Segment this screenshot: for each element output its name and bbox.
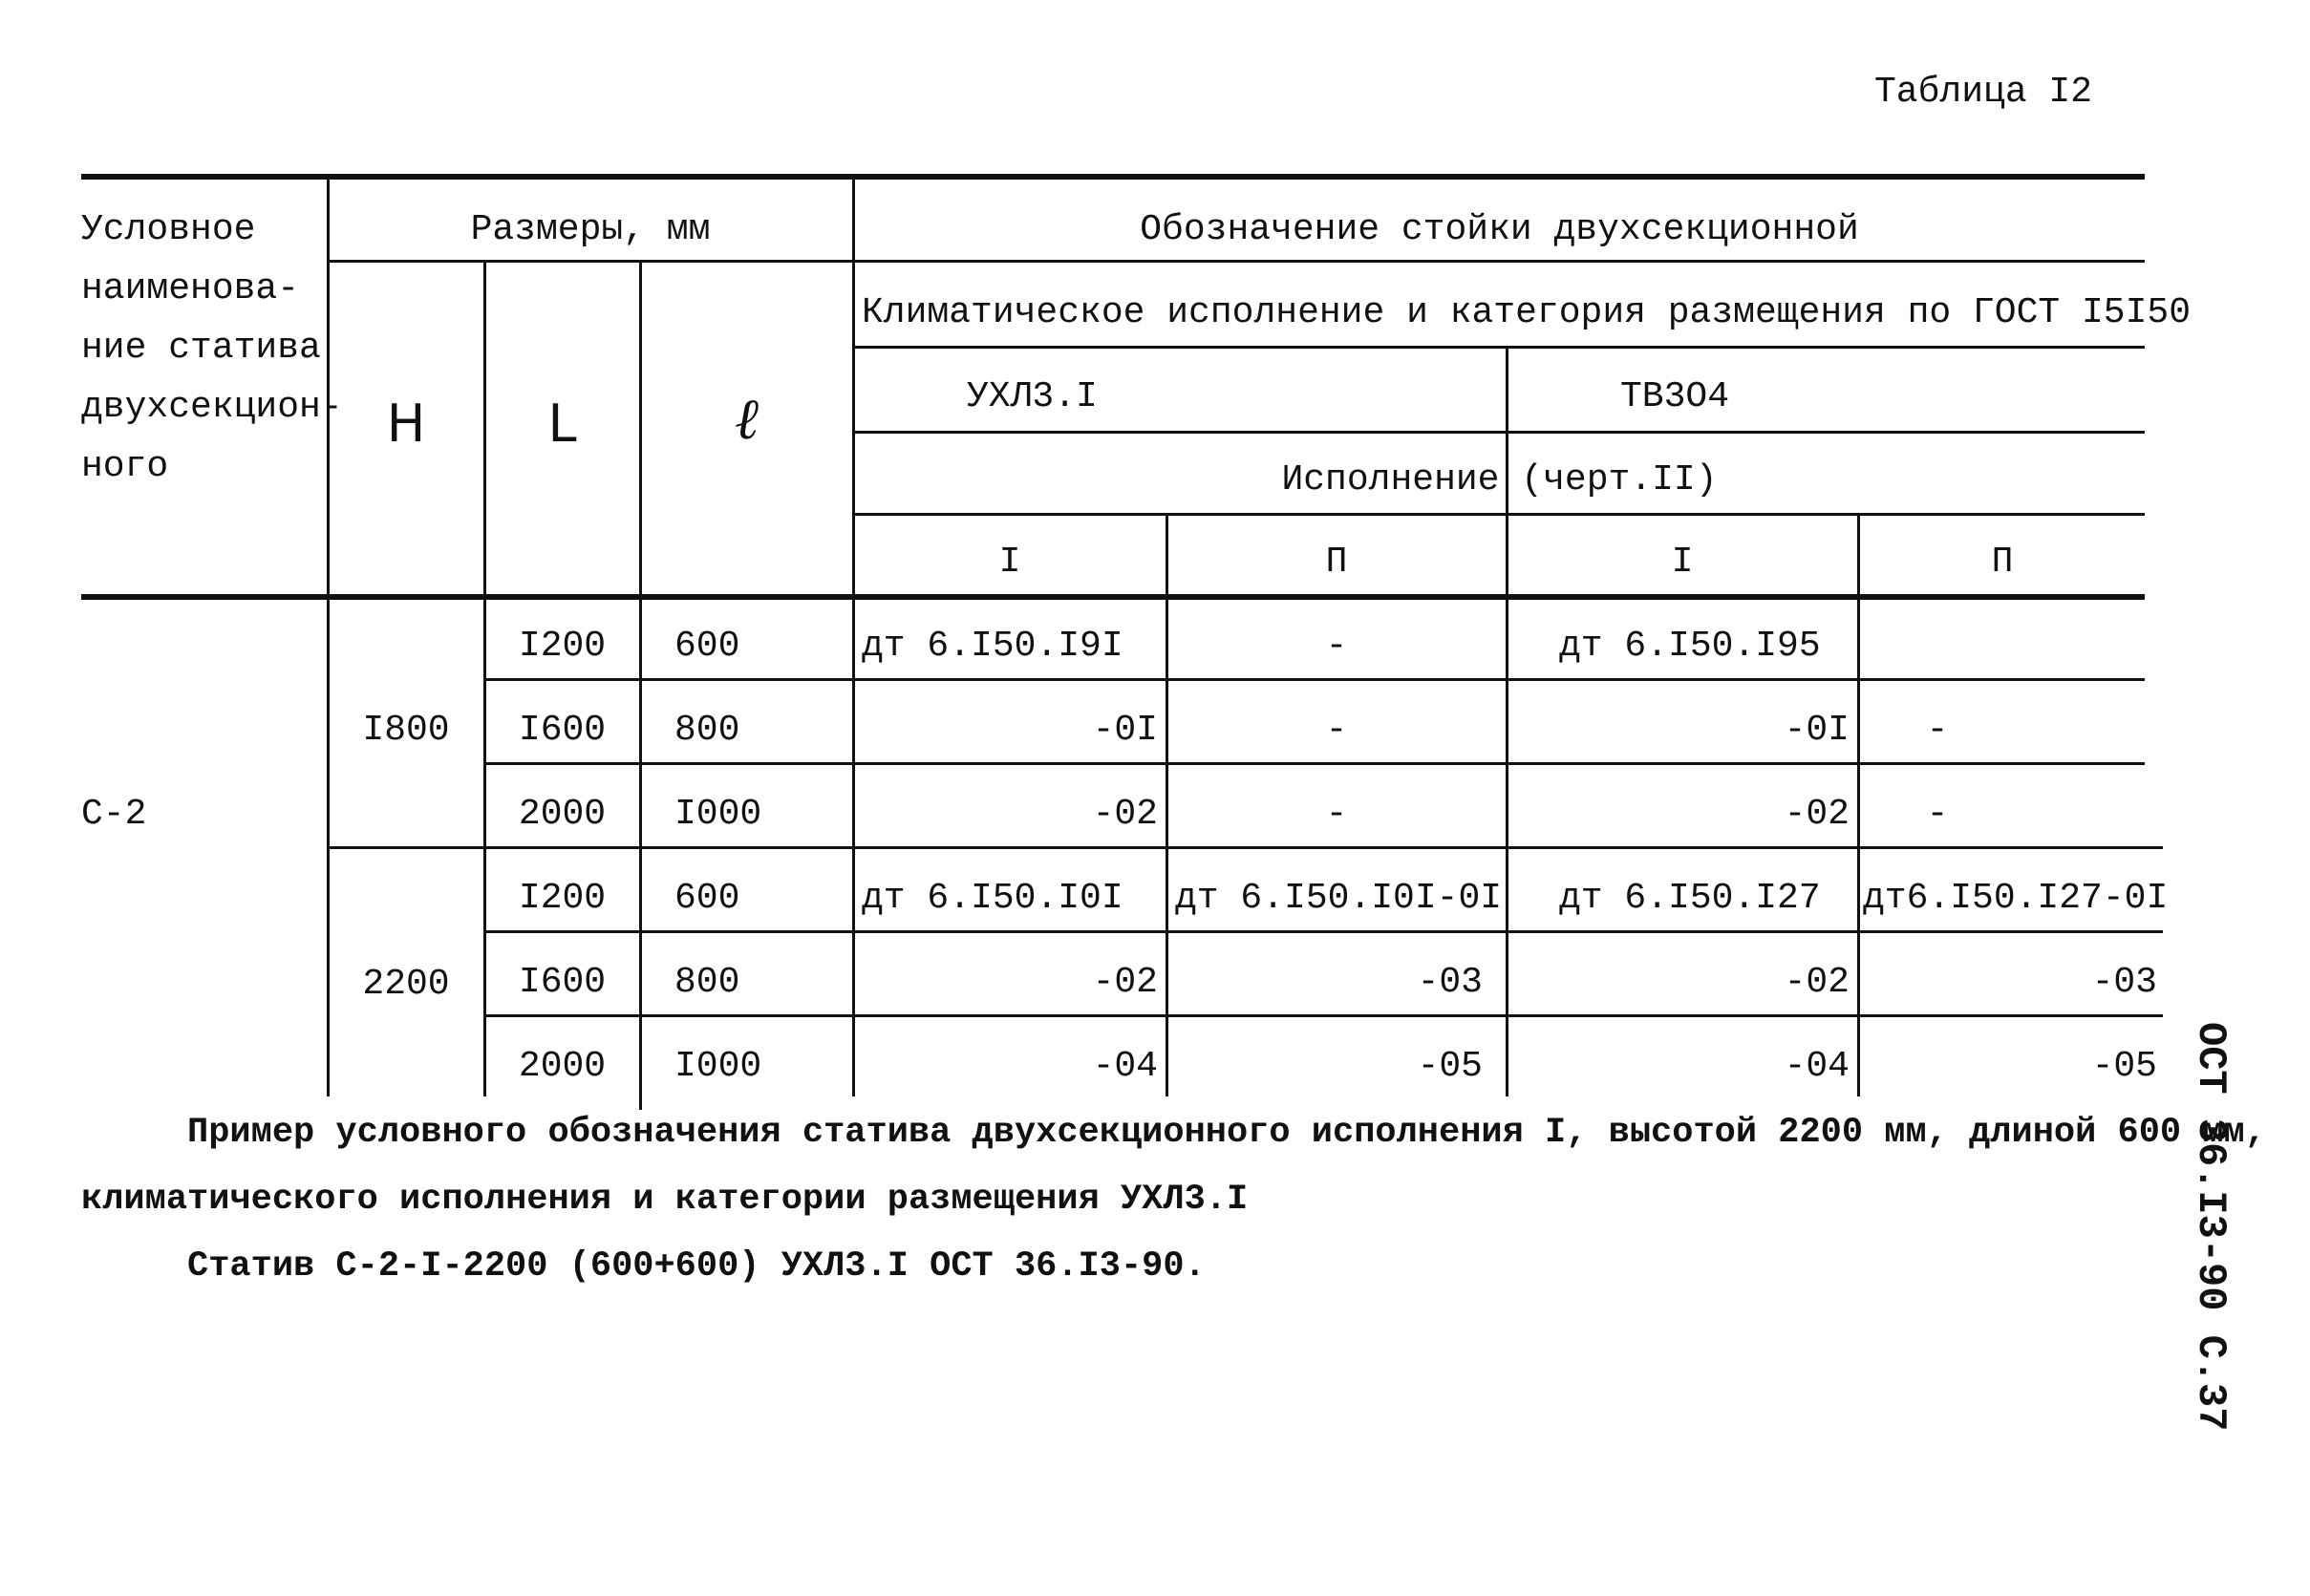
header-bottom-border — [81, 594, 2145, 600]
designation-cell: -05 — [1417, 1046, 1483, 1087]
name-header-line: ного — [81, 446, 169, 487]
exec-col-header: I — [998, 542, 1021, 583]
designation-cell: дт 6.I50.I9I — [862, 626, 1123, 667]
name-header-line: ние статива — [81, 328, 321, 369]
exec-col-header: П — [1325, 542, 1348, 583]
small-l-value: 600 — [674, 626, 740, 667]
designation-cell: -04 — [1092, 1046, 1158, 1087]
example-line: Пример условного обозначения статива двухсекционного исполнения I, высотой 2200 мм, длиной 600 мм, — [187, 1113, 2266, 1153]
rule-uhl-tv — [854, 431, 2145, 434]
designation-cell: дт 6.I50.I0I-0I — [1175, 878, 1503, 919]
row-rule — [485, 1014, 2163, 1017]
designation-cell: - — [1926, 710, 1949, 751]
exec-col-header: П — [1991, 542, 2014, 583]
rule-execution — [854, 513, 2145, 516]
rule-designation — [854, 260, 2145, 263]
h-value: I800 — [362, 710, 450, 751]
designation-cell: дт6.I50.I27-0I — [1863, 878, 2169, 919]
l-value: 2000 — [518, 1046, 607, 1087]
small-l-value: I000 — [674, 794, 762, 835]
group-rule — [329, 846, 2163, 849]
stand-name-cell: С-2 — [81, 794, 147, 835]
small-l-value: 800 — [674, 710, 740, 751]
tv-header: ТВ3О4 — [1620, 376, 1730, 417]
l-value: I600 — [518, 962, 607, 1003]
designation-cell: -0I — [1784, 710, 1850, 751]
designation-cell: -05 — [2091, 1046, 2157, 1087]
designation-cell: дт 6.I50.I27 — [1559, 878, 1821, 919]
col-line — [327, 180, 330, 1096]
row-rule — [485, 930, 2163, 933]
small-l-header: ℓ — [735, 386, 759, 453]
name-header-line: Условное — [81, 209, 256, 250]
rule-sizes — [329, 260, 854, 263]
designation-cell: -0I — [1092, 710, 1158, 751]
l-value: I200 — [518, 626, 607, 667]
l-value: I600 — [518, 710, 607, 751]
name-header-line: двухсекцион- — [81, 387, 343, 428]
col-line — [852, 180, 855, 1096]
designation-cell: дт 6.I50.I0I — [862, 878, 1123, 919]
small-l-value: 800 — [674, 962, 740, 1003]
designation-cell: -04 — [1784, 1046, 1850, 1087]
name-header-line: наименова- — [81, 268, 300, 309]
designation-cell: -02 — [1092, 962, 1158, 1003]
designation-cell: -03 — [2091, 962, 2157, 1003]
designation-cell: -02 — [1092, 794, 1158, 835]
designation-cell: -03 — [1417, 962, 1483, 1003]
rule-climate — [854, 346, 2145, 349]
execution-header: Исполнение (черт.II) — [1281, 459, 1718, 500]
small-l-value: 600 — [674, 878, 740, 919]
designation-cell: - — [1325, 626, 1348, 667]
row-rule — [485, 678, 2145, 681]
l-value: 2000 — [518, 794, 607, 835]
l-value: I200 — [518, 878, 607, 919]
row-rule — [485, 762, 2145, 765]
designation-cell: дт 6.I50.I95 — [1559, 626, 1821, 667]
h-header: H — [386, 394, 426, 454]
designation-header: Обозначение стойки двухсекционной — [1140, 209, 1859, 250]
l-header: L — [547, 394, 577, 454]
table-top-border — [81, 174, 2145, 180]
designation-cell: -02 — [1784, 962, 1850, 1003]
climate-header: Климатическое исполнение и категория размещения по ГОСТ I5I50 — [862, 292, 2192, 333]
exec-col-header: I — [1671, 542, 1694, 583]
sizes-header: Размеры, мм — [470, 209, 711, 250]
designation-cell: - — [1325, 794, 1348, 835]
example-designation: Статив С-2-I-2200 (600+600) УХЛ3.I ОСТ 36.I3-90. — [187, 1246, 1206, 1287]
designation-cell: -02 — [1784, 794, 1850, 835]
designation-cell: - — [1325, 710, 1348, 751]
example-line: климатического исполнения и категории размещения УХЛ3.I — [81, 1180, 1249, 1220]
page-side-label: ОСТ 36.I3-90 С.37 — [2188, 1022, 2234, 1432]
small-l-value: I000 — [674, 1046, 762, 1087]
designation-cell: - — [1926, 794, 1949, 835]
table-caption: Таблица I2 — [1874, 72, 2093, 113]
h-value: 2200 — [362, 964, 450, 1005]
uhl-header: УХЛ3.I — [967, 376, 1098, 417]
